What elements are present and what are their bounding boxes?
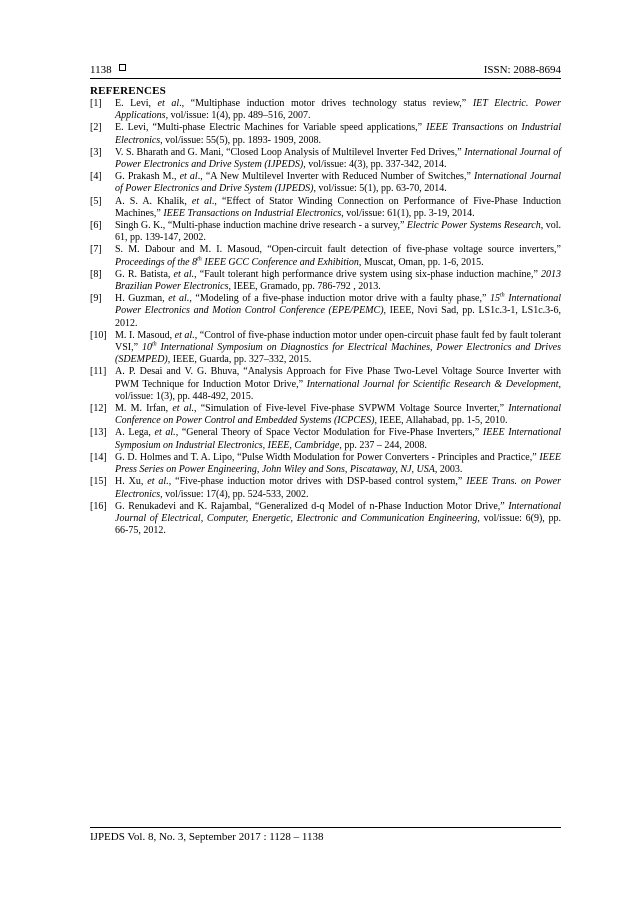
reference-item	[90, 269, 561, 293]
reference-item	[90, 171, 561, 195]
reference-number: [9]	[90, 293, 102, 305]
reference-number: [15]	[90, 476, 107, 488]
reference-post: , vol/issue: 55(5), pp. 1893- 1909, 2008.	[160, 134, 321, 146]
reference-post: , vol/issue: 61(1), pp. 3-19, 2014.	[341, 207, 475, 219]
reference-it1: et al.	[172, 403, 195, 415]
reference-mid: ., “A New Multilevel Inverter with Reduced Number of Switches,”	[197, 171, 474, 183]
reference-item	[90, 196, 561, 220]
square-bullet-icon	[119, 64, 126, 71]
reference-text	[115, 147, 561, 171]
reference-it2: IEEE International Symposium on Industrial Electronics, IEEE, Cambridge	[115, 427, 561, 451]
reference-text	[115, 98, 561, 122]
reference-number: [7]	[90, 244, 102, 256]
reference-text	[115, 330, 561, 367]
reference-it1: et al	[179, 171, 198, 183]
reference-number: [11]	[90, 366, 107, 378]
reference-number: [8]	[90, 268, 102, 280]
reference-it2: International Journal of Power Electronics and Drive System (IJPEDS)	[115, 146, 561, 171]
reference-it1: et al.	[173, 268, 195, 280]
reference-mid: , “Five-phase induction motor drives with DSP-based control system,”	[168, 476, 467, 488]
reference-number: [3]	[90, 146, 102, 158]
reference-pre: M. M. Irfan,	[115, 403, 173, 415]
reference-it3: International Symposium on Diagnostics for Electrical Machines, Power Electronics and Drives (SDEMPED)	[115, 342, 561, 366]
reference-mid: , “Modeling of a five-phase induction motor drive with a faulty phase,”	[189, 293, 490, 305]
reference-number: [5]	[90, 195, 102, 207]
reference-it3: International Power Electronics and Motion Control Conference (EPE/PEMC)	[115, 293, 561, 317]
reference-item	[90, 122, 561, 146]
reference-it1: et al.	[174, 329, 195, 341]
reference-pre: H. Xu,	[115, 476, 148, 488]
reference-post: IEEE, Allahabad, pp. 1-5, 2010.	[377, 415, 508, 427]
reference-number: [12]	[90, 403, 107, 415]
reference-it1: et al.	[168, 293, 190, 305]
reference-pre: V. S. Bharath and G. Mani, “Closed Loop Analysis of Multilevel Inverter Fed Drives,”	[115, 146, 465, 158]
reference-it2: IEEE GCC Conference and Exhibition	[201, 256, 359, 268]
reference-it1: et al.	[147, 476, 169, 488]
reference-it2: International Journal of Power Electronics and Drive System (IJPEDS),	[115, 171, 561, 195]
reference-post: , pp. 237 – 244, 2008.	[339, 439, 427, 451]
reference-post: , Muscat, Oman, pp. 1-6, 2015.	[358, 256, 484, 268]
references-heading: REFERENCES	[90, 85, 166, 97]
page-footer: IJPEDS Vol. 8, No. 3, September 2017 : 1128 – 1138	[90, 831, 324, 843]
reference-it2: IET Electric. Power Applications	[115, 98, 562, 122]
reference-item	[90, 403, 561, 427]
reference-post: , vol/issue: 6(9), pp. 66-75, 2012.	[115, 512, 561, 537]
page-number: 1138	[90, 64, 112, 76]
reference-item	[90, 501, 561, 538]
reference-text	[115, 452, 561, 476]
reference-post: , vol/issue: 1(3), pp. 448-492, 2015.	[115, 378, 561, 402]
reference-text	[115, 427, 561, 451]
reference-it1: et al.	[154, 427, 176, 439]
reference-it2: 10	[141, 342, 152, 354]
reference-text	[115, 122, 561, 146]
reference-it2: 2013 Brazilian Power Electronics	[115, 268, 561, 293]
page-header	[90, 60, 561, 80]
reference-text	[115, 269, 561, 293]
reference-pre: E. Levi, “Multi-phase Electric Machines for Variable speed applications,”	[115, 122, 427, 134]
reference-item	[90, 427, 561, 451]
reference-item	[90, 147, 561, 171]
reference-post: , 2003.	[434, 464, 463, 476]
reference-it1: Proceedings of the 8	[115, 256, 198, 268]
reference-sup: th	[151, 341, 157, 348]
reference-post: , IEEE, Gramado, pp. 786-792 , 2013.	[228, 281, 381, 293]
reference-number: [16]	[90, 500, 107, 512]
reference-pre: M. I. Masoud,	[115, 329, 175, 341]
reference-number: [1]	[90, 98, 102, 109]
reference-pre: S. M. Dabour and M. I. Masoud, “Open-circuit fault detection of five-phase voltage source inverters,”	[115, 244, 561, 256]
reference-pre: G. D. Holmes and T. A. Lipo, “Pulse Width Modulation for Power Converters - Principles and Practice,”	[115, 451, 540, 463]
reference-number: [4]	[90, 171, 102, 183]
reference-item	[90, 293, 561, 330]
reference-number: [6]	[90, 220, 102, 232]
reference-number: [14]	[90, 451, 107, 463]
reference-item	[90, 220, 561, 244]
reference-text	[115, 403, 561, 427]
header-rule	[90, 78, 561, 79]
reference-pre: G. Renukadevi and K. Rajambal, “Generalized d-q Model of n-Phase Induction Motor Drive,”	[115, 500, 509, 512]
reference-it2: 15	[489, 293, 500, 305]
reference-mid: , “Fault tolerant high performance drive system using six-phase induction machine,”	[194, 268, 541, 280]
reference-text	[115, 366, 561, 403]
reference-post: , vol/issue: 4(3), pp. 337-342, 2014.	[303, 159, 447, 171]
reference-item	[90, 244, 561, 268]
reference-pre: A. P. Desai and V. G. Bhuva, “Analysis Approach for Five Phase Two-Level Voltage Source Inverter with PWM Technique for Induction Motor Drive,”	[115, 366, 561, 390]
reference-pre: A. S. A. Khalik,	[115, 195, 192, 207]
reference-post: , vol/issue: 17(4), pp. 524-533, 2002.	[160, 488, 309, 500]
reference-item	[90, 330, 561, 367]
reference-item	[90, 476, 561, 500]
reference-it1: et al	[157, 98, 180, 109]
reference-item	[90, 366, 561, 403]
reference-text	[115, 501, 561, 538]
reference-post: , IEEE, Novi Sad, pp. LS1c.3-1, LS1c.3-6, 2012.	[115, 305, 561, 329]
reference-it2: IEEE Transactions on Industrial Electronics	[163, 207, 342, 219]
reference-post: , vol. 61, pp. 139-147, 2002.	[115, 220, 561, 244]
reference-pre: G. R. Batista,	[115, 268, 174, 280]
reference-pre: Singh G. K., “Multi-phase induction machine drive research - a survey,”	[115, 220, 407, 232]
reference-number: [2]	[90, 122, 102, 134]
reference-it2: Electric Power Systems Research	[406, 220, 541, 232]
reference-pre: H. Guzman,	[115, 293, 169, 305]
reference-text	[115, 220, 561, 244]
reference-text	[115, 196, 561, 220]
reference-number: [13]	[90, 427, 107, 439]
reference-it2: IEEE Transactions on Industrial Electronics	[115, 122, 561, 146]
reference-it1: et al	[191, 195, 212, 207]
reference-pre: G. Prakash M.,	[115, 171, 180, 183]
reference-text	[115, 244, 561, 268]
reference-text	[115, 293, 561, 330]
reference-mid: ., “Effect of Stator Winding Connection on Performance of Five-Phase Induction Machines,”	[115, 195, 562, 219]
reference-text	[115, 476, 561, 500]
reference-pre: E. Levi,	[115, 98, 158, 109]
reference-pre: A. Lega,	[115, 427, 155, 439]
reference-it2: International Journal for Scientific Research & Development	[306, 378, 559, 390]
reference-post: vol/issue: 5(1), pp. 63-70, 2014.	[315, 183, 447, 195]
reference-it2: International Journal of Electrical, Computer, Energetic, Electronic and Communication Engineering	[115, 500, 561, 524]
reference-post: , IEEE, Guarda, pp. 327–332, 2015.	[167, 354, 312, 366]
reference-mid: , “Control of five-phase induction motor under open-circuit phase fault fed by fault tolerant VSI,”	[115, 329, 561, 354]
reference-it2: International Conference on Power Control and Embedded Systems (ICPCES),	[115, 403, 561, 427]
reference-sup: th	[197, 256, 202, 263]
reference-it2: IEEE Press Series on Power Engineering, John Wiley and Sons, Piscataway, NJ, USA	[115, 451, 561, 476]
reference-post: , vol/issue: 1(4), pp. 489–516, 2007.	[165, 110, 311, 122]
reference-text	[115, 171, 561, 195]
issn-label: ISSN: 2088-8694	[483, 64, 561, 76]
reference-list	[90, 98, 561, 537]
reference-mid: , “Simulation of Five-level Five-phase SVPWM Voltage Source Inverter,”	[194, 403, 509, 415]
reference-mid: , “General Theory of Space Vector Modulation for Five-Phase Inverters,”	[175, 427, 483, 439]
reference-number: [10]	[90, 329, 107, 341]
reference-it2: IEEE Trans. on Power Electronics	[115, 476, 562, 500]
reference-sup: th	[499, 292, 505, 299]
footer-rule	[90, 827, 561, 828]
reference-item	[90, 452, 561, 476]
reference-mid: ., “Multiphase induction motor drives technology status review,”	[179, 98, 473, 109]
reference-item	[90, 98, 561, 122]
